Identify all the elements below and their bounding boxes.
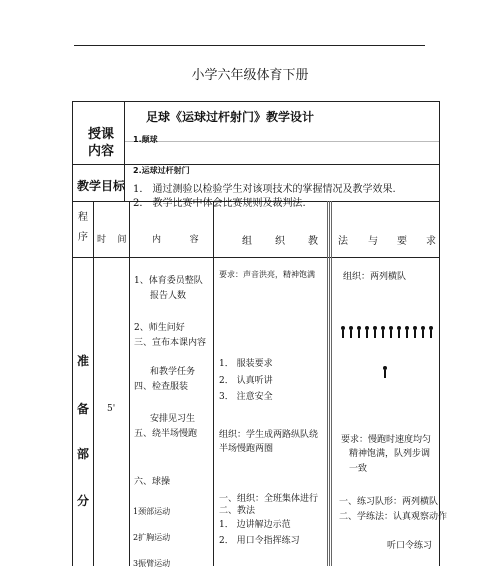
requirement-line: 组织：学生成两路纵队绕 [219, 430, 319, 440]
col-header-method-char: 组 [242, 236, 252, 247]
section-name-char: 分 [77, 494, 90, 508]
student-figure-icon [389, 326, 393, 338]
formation-line: 一、练习队形：两列横队 [339, 497, 439, 507]
col-header-method-char: 法 [338, 236, 348, 247]
formation-line: 精神饱满，队列步调 [349, 449, 431, 459]
col-header-method-char: 织 [275, 236, 285, 247]
student-figure-icon [357, 326, 361, 338]
content-line: 2扩胸运动 [133, 533, 171, 542]
content-line: 三、宣布本课内容 [134, 338, 207, 348]
student-figure-icon [381, 326, 385, 338]
requirement-line: 2． 认真听讲 [219, 376, 273, 386]
content-label: 内容 [88, 144, 115, 159]
content-item-2: 2.运球过杆射门 [133, 166, 190, 175]
formation-line: 一致 [349, 464, 368, 474]
col-header-method-char: 与 [368, 236, 378, 247]
header-rule [74, 45, 425, 46]
formation-line: 要求：慢跑时速度均匀 [341, 435, 432, 445]
section-name-char: 准 [77, 354, 90, 368]
requirement-line: 半场慢跑两圈 [219, 444, 274, 454]
student-figure-icon [413, 326, 417, 338]
content-line: 四、检查服装 [134, 382, 189, 392]
requirement-line: 一、组织：全班集体进行 [219, 494, 319, 504]
student-figure-icon [373, 326, 377, 338]
requirement-line: 3． 注意安全 [219, 392, 273, 402]
col-header-method-char: 求 [426, 236, 436, 247]
student-figure-icon [365, 326, 369, 338]
formation-line: 二、学练法：认真观察动作 [339, 512, 448, 522]
topic-value: 足球《运球过杆射门》教学设计 [146, 110, 315, 124]
requirement-line: 二、教法 [219, 506, 256, 516]
goals-label: 教学目标 [77, 179, 126, 193]
formation-line: 听口令练习 [387, 541, 433, 551]
content-line: 报告人数 [150, 291, 187, 301]
goal-2: 2． 教学比赛中体会比赛规则及裁判法. [133, 198, 306, 209]
content-line: 1颈部运动 [133, 507, 171, 516]
section-name-char: 部 [77, 447, 90, 461]
topic-label: 授课 [88, 127, 115, 142]
student-figure-icon [341, 326, 345, 338]
content-item-1: 1.颠球 [133, 135, 158, 144]
col-header-method-char: 要 [397, 236, 407, 247]
col-header-seq: 程 序 [78, 212, 88, 243]
requirement-line: 1． 边讲解边示范 [219, 520, 291, 530]
student-figure-icon [405, 326, 409, 338]
goal-1: 1． 通过测验以检验学生对该项技术的掌握情况及教学效果. [133, 184, 396, 195]
content-line: 五、绕半场慢跑 [134, 429, 198, 439]
content-line: 3振臂运动 [133, 559, 171, 568]
section-name-char: 备 [77, 402, 90, 416]
student-figure-icon [429, 326, 433, 338]
col-header-method-char: 教 [308, 236, 318, 247]
requirement-line: 1． 服装要求 [219, 359, 273, 369]
student-figure-icon [421, 326, 425, 338]
col-header-content: 内 容 [152, 235, 199, 245]
content-line: 六、球操 [134, 477, 171, 487]
formation-line: 组织：两列横队 [343, 272, 407, 282]
col-header-time: 时 间 [97, 235, 127, 245]
content-line: 2、师生问好 [134, 323, 185, 333]
student-figure-icon [349, 326, 353, 338]
requirement-line: 要求：声音洪亮，精神饱满 [219, 270, 315, 279]
content-line: 安排见习生 [150, 414, 196, 424]
page-title: 小学六年级体育下册 [191, 68, 309, 83]
content-line: 1、体育委员整队 [134, 276, 203, 286]
content-line: 和教学任务 [150, 367, 196, 377]
requirement-line: 2． 用口令指挥练习 [219, 536, 300, 546]
section-time: 5' [107, 404, 116, 414]
student-figure-icon [397, 326, 401, 338]
teacher-figure-icon [383, 366, 387, 378]
